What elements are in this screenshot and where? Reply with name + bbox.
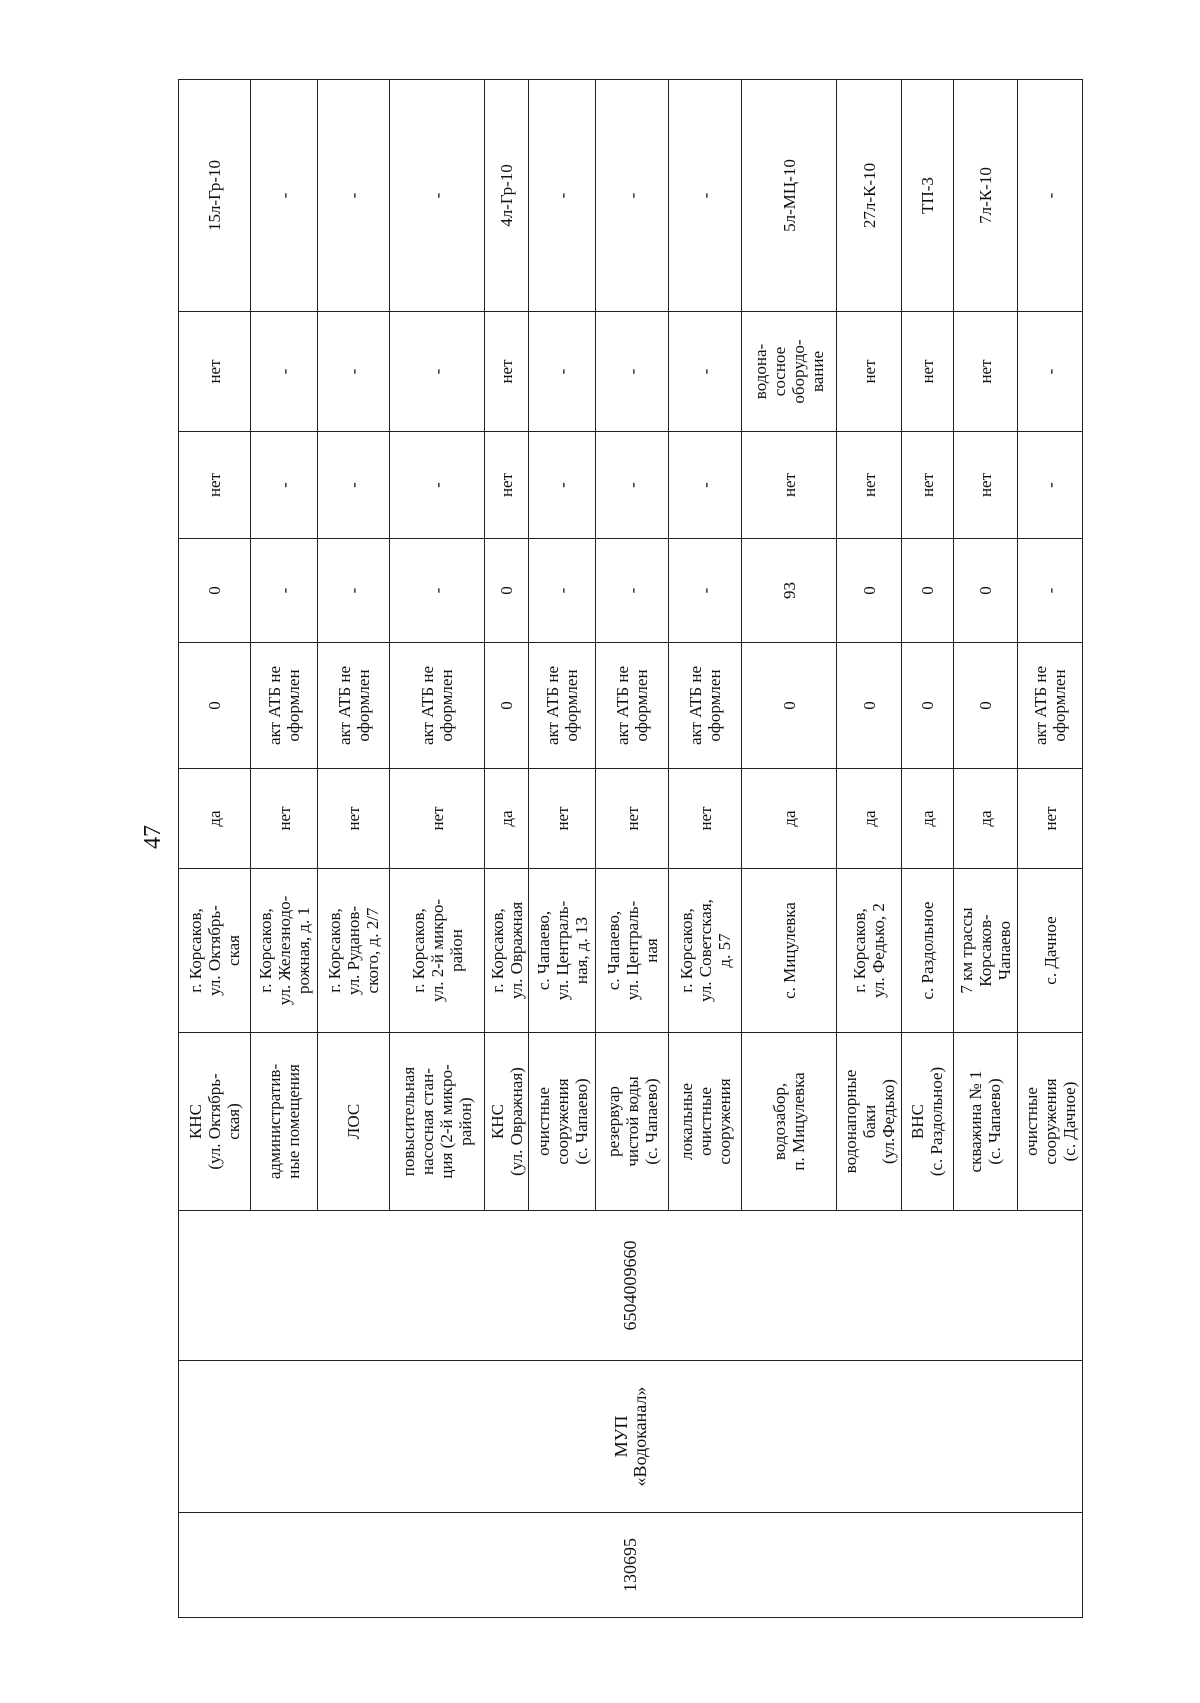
value-cell: - [529,539,596,643]
act-cell: акт АТБ не оформлен [529,643,596,769]
equipment-cell: водона- сосное оборудо- вание [742,312,837,432]
equipment-cell: - [669,312,742,432]
object-cell: повысительная насосная стан- ция (2-й микро- район) [390,1033,485,1211]
table-body [179,80,1083,1618]
act-cell: 0 [484,643,528,769]
status-cell: нет [484,432,528,539]
address-cell: г. Корсаков, ул. Федько, 2 [837,869,902,1033]
data-table [178,79,1083,1618]
code-cell: - [251,80,318,312]
flag-cell: нет [390,769,485,869]
value-cell: 0 [901,539,953,643]
status-cell: - [529,432,596,539]
status-cell: - [251,432,318,539]
address-cell: г. Корсаков, ул. Советская, д. 57 [669,869,742,1033]
address-cell: с. Чапаево, ул. Централь- ная, д. 13 [529,869,596,1033]
code-cell: 7л-К-10 [953,80,1018,312]
value-cell: 93 [742,539,837,643]
code-cell: 15л-Гр-10 [179,80,251,312]
flag-cell: нет [529,769,596,869]
status-cell: нет [837,432,902,539]
address-cell: г. Корсаков, ул. Железнодо- рожная, д. 1 [251,869,318,1033]
object-cell: ВНС (с. Раздольное) [901,1033,953,1211]
act-cell: 0 [837,643,902,769]
flag-cell: да [742,769,837,869]
act-cell: акт АТБ не оформлен [317,643,389,769]
flag-cell: нет [317,769,389,869]
code-cell: ТП-3 [901,80,953,312]
equipment-cell: нет [953,312,1018,432]
value-cell: 0 [179,539,251,643]
code-cell: - [1018,80,1083,312]
act-cell: акт АТБ не оформлен [595,643,668,769]
code-cell: 4л-Гр-10 [484,80,528,312]
act-cell: 0 [742,643,837,769]
object-cell: водозабор, п. Мицулевка [742,1033,837,1211]
object-cell: ЛОС [317,1033,389,1211]
equipment-cell: нет [901,312,953,432]
flag-cell: нет [595,769,668,869]
address-cell: г. Корсаков, ул. Овражная [484,869,528,1033]
flag-cell: да [901,769,953,869]
object-cell: административ- ные помещения [251,1033,318,1211]
act-cell: акт АТБ не оформлен [1018,643,1083,769]
act-cell: акт АТБ не оформлен [251,643,318,769]
equipment-cell: - [390,312,485,432]
address-cell: г. Корсаков, ул. Октябрь- ская [179,869,251,1033]
act-cell: акт АТБ не оформлен [390,643,485,769]
value-cell: - [251,539,318,643]
flag-cell: нет [669,769,742,869]
address-cell: г. Корсаков, ул. 2-й микро- район [390,869,485,1033]
act-cell: 0 [901,643,953,769]
equipment-cell: - [317,312,389,432]
object-cell: очистные сооружения (с. Чапаево) [529,1033,596,1211]
status-cell: нет [953,432,1018,539]
flag-cell: нет [1018,769,1083,869]
object-cell: очистные сооружения (с. Дачное) [1018,1033,1083,1211]
code-cell: - [595,80,668,312]
status-cell: - [1018,432,1083,539]
equipment-cell: - [1018,312,1083,432]
code-cell: 5л-МЦ-10 [742,80,837,312]
value-cell: 0 [953,539,1018,643]
address-cell: с. Чапаево, ул. Централь- ная [595,869,668,1033]
value-cell: 0 [837,539,902,643]
code-cell: - [669,80,742,312]
object-cell: КНС (ул. Овражная) [484,1033,528,1211]
object-cell: резервуар чистой воды (с. Чапаево) [595,1033,668,1211]
status-cell: нет [901,432,953,539]
code-cell: 27л-К-10 [837,80,902,312]
table-row [179,80,251,1618]
object-cell: локальные очистные сооружения [669,1033,742,1211]
value-cell: - [317,539,389,643]
code-cell: - [390,80,485,312]
flag-cell: нет [251,769,318,869]
flag-cell: да [837,769,902,869]
table-wrapper [178,80,1083,1618]
flag-cell: да [953,769,1018,869]
act-cell: акт АТБ не оформлен [669,643,742,769]
inn-cell: 6504009660 [179,1211,1083,1361]
status-cell: - [595,432,668,539]
org-name-cell: МУП «Водоканал» [179,1361,1083,1513]
value-cell: - [390,539,485,643]
value-cell: 0 [484,539,528,643]
status-cell: нет [742,432,837,539]
equipment-cell: нет [179,312,251,432]
address-cell: с. Дачное [1018,869,1083,1033]
address-cell: с. Мицулевка [742,869,837,1033]
org-id-cell: 130695 [179,1513,1083,1618]
status-cell: - [317,432,389,539]
flag-cell: да [484,769,528,869]
object-cell: водонапорные баки (ул.Федько) [837,1033,902,1211]
code-cell: - [529,80,596,312]
equipment-cell: - [251,312,318,432]
act-cell: 0 [953,643,1018,769]
value-cell: - [1018,539,1083,643]
object-cell: скважина № 1 (с. Чапаево) [953,1033,1018,1211]
equipment-cell: - [529,312,596,432]
equipment-cell: нет [484,312,528,432]
equipment-cell: - [595,312,668,432]
status-cell: - [669,432,742,539]
address-cell: 7 км трассы Корсаков- Чапаево [953,869,1018,1033]
status-cell: - [390,432,485,539]
act-cell: 0 [179,643,251,769]
flag-cell: да [179,769,251,869]
address-cell: с. Раздольное [901,869,953,1033]
status-cell: нет [179,432,251,539]
address-cell: г. Корсаков, ул. Руданов- ского, д. 2/7 [317,869,389,1033]
value-cell: - [669,539,742,643]
code-cell: - [317,80,389,312]
page-number: 47 [140,825,166,849]
object-cell: КНС (ул. Октябрь- ская) [179,1033,251,1211]
value-cell: - [595,539,668,643]
equipment-cell: нет [837,312,902,432]
